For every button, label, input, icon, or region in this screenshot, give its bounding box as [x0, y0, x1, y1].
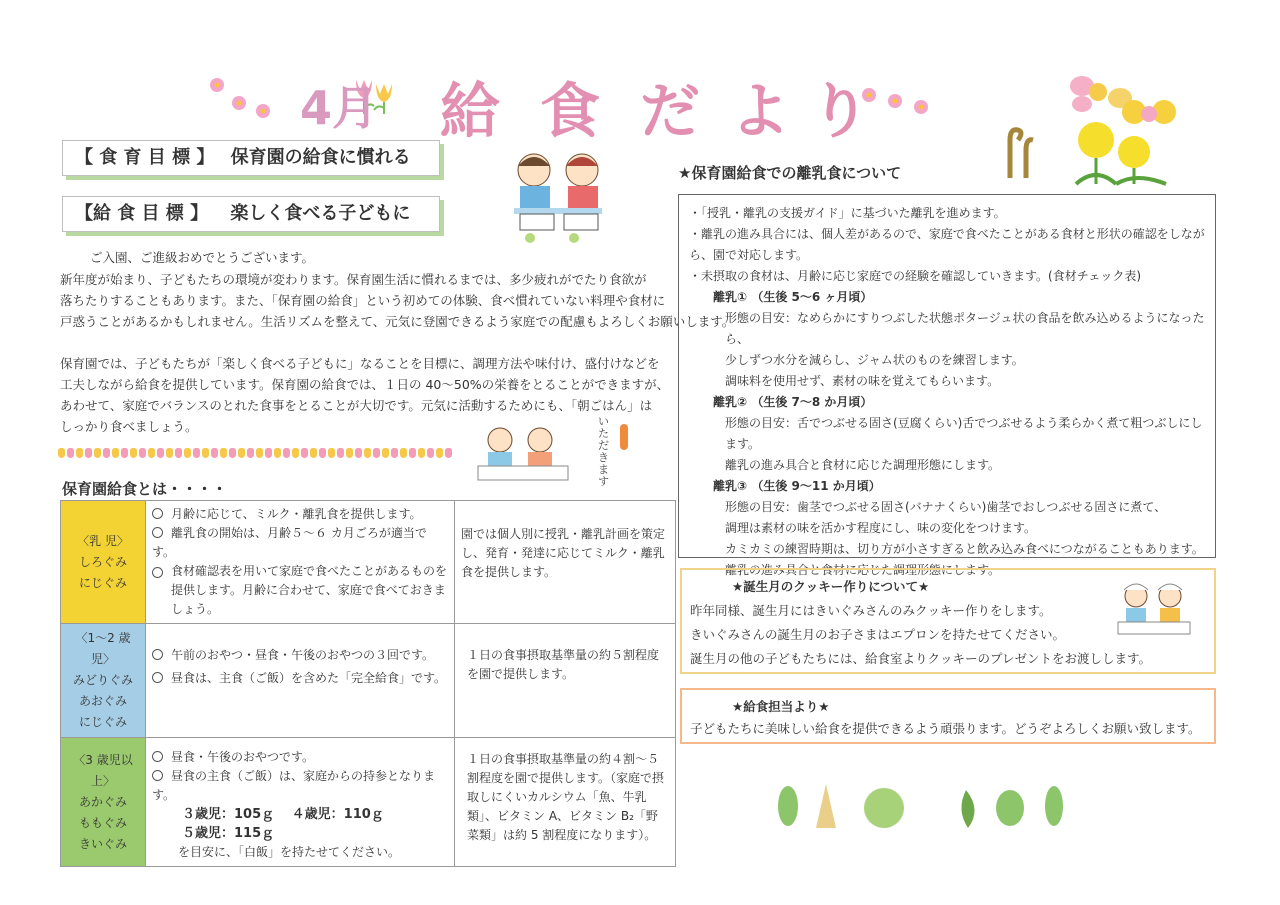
title-char: り — [810, 77, 870, 147]
list-item: 昼食の主食（ご飯）は、家庭からの持参となります。 — [152, 769, 436, 802]
goal-label: 【給 食 目 標 】 — [75, 203, 209, 224]
flower-icon — [256, 104, 270, 118]
tulip-icon — [310, 448, 317, 458]
stage-line: 形態の目安：なめらかにすりつぶした状態ポタージュ状の食品を飲み込めるようになったら、 — [725, 311, 1205, 346]
class-name: あおぐみ — [78, 694, 127, 708]
meal-table — [60, 500, 676, 867]
tulip-icon — [391, 448, 398, 458]
tulip-icon — [148, 448, 155, 458]
class-name: にじぐみ — [78, 715, 127, 729]
tulip-icon — [121, 448, 128, 458]
staff-text: 子どもたちに美味しい給食を提供できるよう頑張ります。どうぞよろしくお願い致します。 — [690, 721, 1201, 736]
items-cell — [146, 501, 455, 624]
title-char: 食 — [540, 77, 600, 147]
title-char: よ — [730, 77, 790, 147]
title-char: だ — [640, 77, 700, 147]
tulip-icon — [400, 448, 407, 458]
month-label: 4月 — [300, 81, 379, 135]
dandelion-icon — [1066, 118, 1176, 186]
tulip-icon — [445, 448, 452, 458]
class-name: しろぐみ — [78, 554, 127, 569]
group-cell-preschool — [61, 738, 146, 867]
list-item: 昼食・午後のおやつです。 — [152, 748, 448, 767]
carrot-icon — [620, 424, 628, 450]
tulip-icon — [283, 448, 290, 458]
children-eating-illustration — [506, 148, 610, 246]
tulip-icon — [220, 448, 227, 458]
weaning-title: ★保育園給食での離乳食について — [678, 164, 902, 182]
tulip-icon — [319, 448, 326, 458]
weaning-line: ・未摂取の食材は、月齢に応じ家庭での経験を確認していきます。(食材チェック表) — [689, 269, 1142, 283]
tulip-icon — [355, 448, 362, 458]
table-section-title: 保育園給食とは・・・・ — [62, 480, 228, 498]
cookie-title: ★誕生月のクッキー作りについて★ — [732, 579, 930, 594]
tulip-icon — [337, 448, 344, 458]
intro-line: 工夫しながら給食を提供しています。保育園の給食では、１日の 40～50%の栄養をとることができますが、 — [60, 377, 670, 392]
items-cell — [146, 738, 455, 867]
weaning-line: ・「授乳・離乳の支援ガイド」に基づいた離乳を進めます。 — [689, 206, 1006, 220]
tulip-border — [58, 448, 458, 462]
tulip-icon — [292, 448, 299, 458]
flower-icon — [210, 78, 224, 92]
intro-line: しっかり食べましょう。 — [60, 419, 198, 434]
tulip-icon — [229, 448, 236, 458]
tulip-icon — [211, 448, 218, 458]
stage-line: 離乳の進み具合と食材に応じた調理形態にします。 — [725, 458, 1001, 472]
list-item: 午前のおやつ・昼食・午後のおやつの３回です。 — [152, 646, 448, 665]
stage-line: 形態の目安：歯茎でつぶせる固さ(バナナくらい)歯茎でおしつぶせる固さに煮て、 — [725, 500, 1167, 514]
flower-icon — [914, 100, 928, 114]
cookie-line: きいぐみさんの誕生月のお子さまはエプロンを持たせてください。 — [690, 627, 1066, 642]
tulip-icon — [274, 448, 281, 458]
staff-title: ★給食担当より★ — [732, 699, 830, 714]
cooking-kids-illustration — [1114, 578, 1194, 638]
tulip-icon — [256, 448, 263, 458]
itadakimasu-text: いただきます — [598, 415, 609, 488]
goal-text: 楽しく食べる子どもに — [230, 203, 411, 224]
tulip-icon — [175, 448, 182, 458]
flower-icon — [232, 96, 246, 110]
intro-line: あわせて、家庭でバランスのとれた食事をとることが大切です。元気に活動するためにも、「朝ごはん」は — [60, 398, 653, 413]
intro-line: 戸惑うことがあるかもしれません。生活リズムを整えて、元気に登園できるよう家庭での配慮もよろしくお願いします。 — [60, 314, 735, 329]
group-cell-toddler — [61, 624, 146, 738]
rice-amount: ３歳児：105ｇ ４歳児：110ｇ — [182, 807, 384, 822]
note-cell: 園では個人別に授乳・離乳計画を策定し、発育・発達に応じてミルク・離乳食を提供します。 — [455, 501, 676, 624]
tulip-icon — [373, 448, 380, 458]
group-cell-infant — [61, 501, 146, 624]
cookie-line: 昨年同様、誕生月にはきいぐみさんのみクッキー作りをします。 — [690, 603, 1052, 618]
class-name: みどりぐみ — [72, 673, 133, 687]
staff-box — [680, 688, 1216, 744]
stage-heading: 離乳① （生後 5～6 ヶ月頃） — [713, 290, 873, 304]
intro-line: 落ちたりすることもあります。また、「保育園の給食」という初めての体験、食べ慣れていない料理や食材に — [60, 293, 666, 308]
greeting: ご入園、ご進級おめでとうございます。 — [90, 250, 315, 265]
class-name: ももぐみ — [78, 815, 127, 830]
tulip-icon — [157, 448, 164, 458]
tulip-icon — [436, 448, 443, 458]
tulip-icon — [418, 448, 425, 458]
class-name: あかぐみ — [78, 794, 127, 809]
tulip-icon — [166, 448, 173, 458]
tulip-icon — [265, 448, 272, 458]
tulip-icon — [130, 448, 137, 458]
stage-heading: 離乳③ （生後 9～11 か月頃） — [713, 479, 881, 493]
goal-text: 保育園の給食に慣れる — [230, 147, 411, 168]
tulip-icon — [103, 448, 110, 458]
items-cell — [146, 624, 455, 738]
class-name: にじぐみ — [78, 575, 127, 590]
vegetables-illustration — [772, 780, 1072, 832]
tulip-icon — [67, 448, 74, 458]
tulip-icon — [364, 448, 371, 458]
intro-line: 保育園では、子どもたちが「楽しく食べる子どもに」なることを目標に、調理方法や味付け、盛付けなどを — [60, 356, 660, 371]
tulip-icon — [382, 448, 389, 458]
tulip-icon — [301, 448, 308, 458]
tulip-icon — [76, 448, 83, 458]
tulip-icon — [112, 448, 119, 458]
stage-line: 離乳の進み具合と食材に応じた調理形態にします。 — [725, 563, 1001, 577]
tulip-icon — [202, 448, 209, 458]
fern-icon — [1000, 120, 1040, 180]
class-name: きいぐみ — [78, 836, 127, 851]
stage-line: 調味料を使用せず、素材の味を覚えてもらいます。 — [725, 374, 1000, 388]
list-item: 昼食は、主食（ご飯）を含めた「完全給食」です。 — [152, 669, 448, 688]
group-label: 〈1～2 歳児〉 — [75, 631, 131, 666]
stage-heading: 離乳② （生後 7～8 か月頃） — [713, 395, 873, 409]
tulip-icon — [139, 448, 146, 458]
tulip-icon — [328, 448, 335, 458]
tulip-icon — [58, 448, 65, 458]
list-item: 月齢に応じて、ミルク・離乳食を提供します。 — [152, 505, 448, 524]
stage-line: 形態の目安：舌でつぶせる固さ(豆腐くらい)舌でつぶせるよう柔らかく煮て粗つぶしにします。 — [725, 416, 1203, 451]
table-row — [61, 738, 676, 867]
tulip-icon — [346, 448, 353, 458]
group-label: 〈3 歳児以上〉 — [73, 752, 133, 788]
tulip-icon — [94, 448, 101, 458]
title-char: 給 — [440, 77, 500, 147]
rice-amount: ５歳児：115ｇ — [182, 826, 275, 841]
goal-label: 【 食 育 目 標 】 — [75, 147, 215, 168]
tulip-icon — [427, 448, 434, 458]
kids-itadakimasu-illustration — [474, 424, 574, 484]
weaning-line: ・離乳の進み具合には、個人差があるので、家庭で食べたことがある食材と形状の確認をしながら、園で対応します。 — [689, 227, 1205, 262]
cookie-box — [680, 568, 1216, 674]
meal-goal — [62, 196, 440, 232]
tulip-icon — [247, 448, 254, 458]
group-label: 〈乳 児〉 — [77, 533, 129, 548]
flower-icon — [888, 94, 902, 108]
tulip-icon — [193, 448, 200, 458]
tulip-icon — [85, 448, 92, 458]
stage-line: カミカミの練習時期は、切り方が小さすぎると飲み込み食べにつながることもあります。 — [725, 542, 1204, 556]
tulip-icon — [409, 448, 416, 458]
note-cell: １日の食事摂取基準量の約４割～５割程度を園で提供します。（家庭で摂取しにくいカルシウム「魚、牛乳類」、ビタミン A、ビタミン B₂「野菜類」は約 5 割程度になります）。 — [455, 738, 676, 867]
rice-note: を目安に、「白飯」を持たせてください。 — [178, 845, 401, 859]
tulip-icon — [184, 448, 191, 458]
list-item: 食材確認表を用いて家庭で食べたことがあるものを提供します。月齢に合わせて、家庭で食べておきましょう。 — [152, 562, 448, 619]
cookie-line: 誕生月の他の子どもたちには、給食室よりクッキーのプレゼントをお渡しします。 — [690, 651, 1152, 666]
list-item: 離乳食の開始は、月齢５～６ カ月ごろが適当です。 — [152, 526, 427, 559]
food-education-goal — [62, 140, 440, 176]
table-row — [61, 501, 676, 624]
note-cell: １日の食事摂取基準量の約５割程度を園で提供します。 — [455, 624, 676, 738]
weaning-box — [678, 194, 1216, 577]
table-row — [61, 624, 676, 738]
stage-line: 調理は素材の味を活かす程度にし、味の変化をつけます。 — [725, 521, 1037, 535]
stage-line: 少しずつ水分を減らし、ジャム状のものを練習します。 — [725, 353, 1024, 367]
tulip-icon — [238, 448, 245, 458]
intro-line: 新年度が始まり、子どもたちの環境が変わります。保育園生活に慣れるまでは、多少疲れがでたり食欲が — [60, 272, 647, 287]
